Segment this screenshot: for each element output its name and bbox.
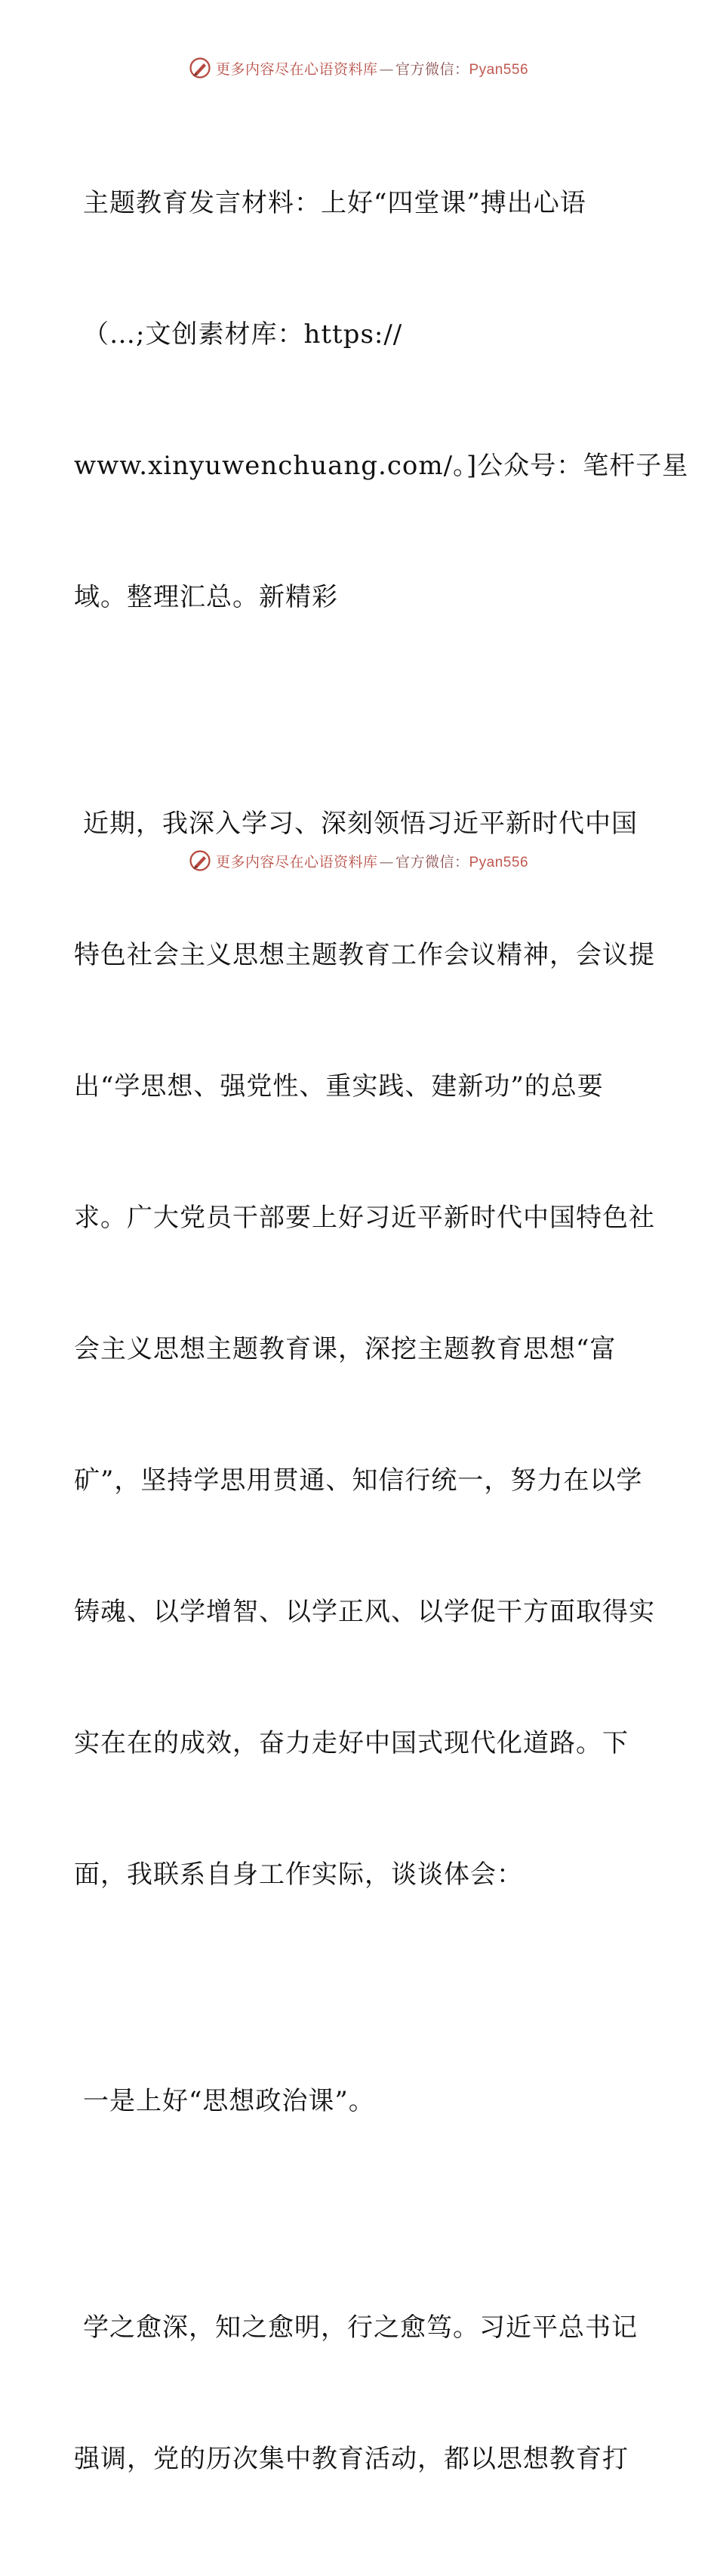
paragraph-line: 矿”，坚持学思用贯通、知信行统一，努力在以学 xyxy=(74,1465,643,1496)
pen-logo-icon xyxy=(189,849,211,872)
title-line: www.xinyuwenchuang.com/。]公众号：笔杆子星 xyxy=(74,451,689,481)
title-line: 域。整理汇总。新精彩 xyxy=(74,582,338,612)
footer-watermark xyxy=(0,846,717,876)
watermark-main: 更多内容尽在心语资料库 xyxy=(215,60,378,78)
watermark-wechat-id: Pyan556 xyxy=(469,854,529,870)
paragraph-line: 实在在的成效，奋力走好中国式现代化道路。下 xyxy=(74,1728,629,1758)
paragraph-line: 学之愈深，知之愈明，行之愈笃。习近平总书记 xyxy=(83,2313,638,2343)
pen-logo-icon xyxy=(189,57,211,79)
paragraph-line: 会主义思想主题教育课，深挖主题教育思想“富 xyxy=(74,1334,617,1364)
watermark-main: 更多内容尽在心语资料库 xyxy=(215,853,378,870)
title-line: 主题教育发言材料：上好“四堂课”搏出心语 xyxy=(83,188,586,218)
watermark-text xyxy=(216,58,528,79)
watermark-text xyxy=(216,851,528,871)
watermark-sub: 官方微信： xyxy=(395,853,469,870)
watermark-separator: — xyxy=(379,60,394,78)
title-line: （…;文创素材库：https:// xyxy=(83,319,403,350)
paragraph-line: 求。广大党员干部要上好习近平新时代中国特色社 xyxy=(74,1203,655,1233)
section-heading-text: 一是上好“思想政治课”。 xyxy=(83,2086,375,2116)
paragraph-line: 特色社会主义思想主题教育工作会议精神，会议提 xyxy=(74,940,655,970)
document-title xyxy=(74,94,689,707)
paragraph-line: 出“学思想、强党性、重实践、建新功”的总要 xyxy=(74,1071,604,1102)
section-heading xyxy=(74,1992,648,2211)
header-watermark xyxy=(0,53,717,83)
watermark-sub: 官方微信： xyxy=(395,60,469,78)
watermark-separator: — xyxy=(379,853,394,870)
section-paragraph xyxy=(74,2218,648,2568)
document-body xyxy=(74,94,689,2576)
intro-paragraph xyxy=(74,714,655,1984)
paragraph-line: 铸魂、以学增智、以学正风、以学促干方面取得实 xyxy=(74,1597,655,1627)
paragraph-line: 近期，我深入学习、深刻领悟习近平新时代中国 xyxy=(83,809,638,839)
paragraph-line: 面，我联系自身工作实际，谈谈体会： xyxy=(74,1860,523,1890)
watermark-wechat-id: Pyan556 xyxy=(469,61,529,78)
paragraph-line: 强调，党的历次集中教育活动，都以思想教育打 xyxy=(74,2444,629,2474)
